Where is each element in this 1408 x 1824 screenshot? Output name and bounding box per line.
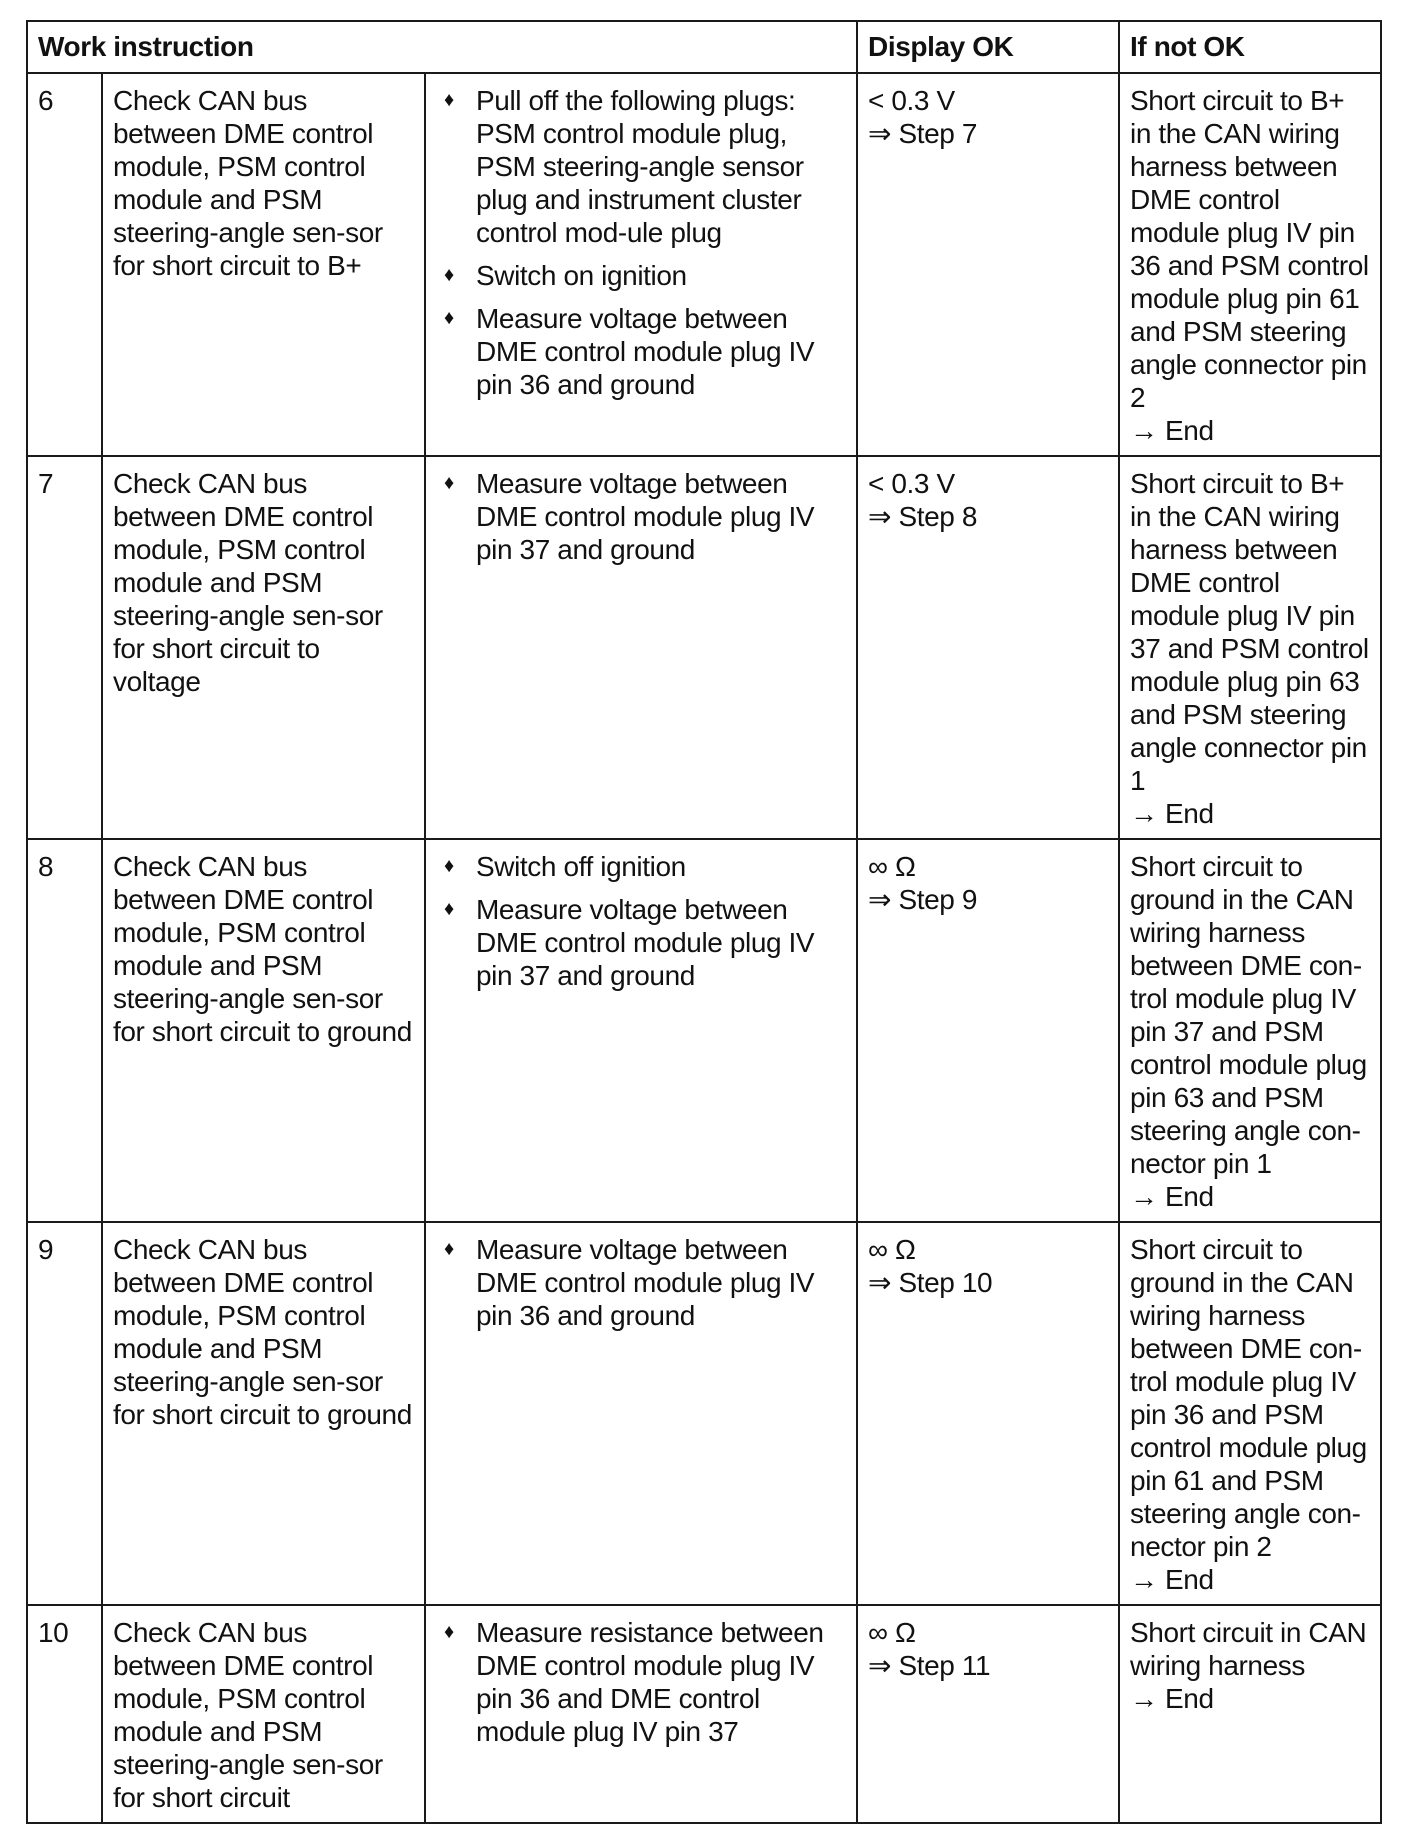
action-text: Switch on ignition [476,260,687,291]
diamond-bullet-icon: ♦ [444,307,454,329]
end-marker: → End [1130,1564,1214,1595]
table-row [27,839,1381,1222]
check-description: Check CAN bus between DME control module, PSM control module and PSM steering-angle sen-sor for short circuit to ground [102,839,425,1222]
if-not-ok-cell [1119,73,1381,456]
next-step: ⇒ Step 10 [868,1267,993,1298]
if-not-ok-cell [1119,1222,1381,1605]
table-row [27,1605,1381,1823]
fault-description: Short circuit to B+ in the CAN wiring harness between DME control module plug IV pin 37 and PSM control module plug pin 63 and PSM steering angle connector pin 1 [1130,468,1369,796]
display-ok-cell [857,1605,1119,1823]
table-row [27,73,1381,456]
action-list [436,1616,846,1748]
fault-description: Short circuit in CAN wiring harness [1130,1617,1367,1681]
action-item [436,893,846,992]
table-body [27,73,1381,1823]
action-text: Measure resistance between DME control module plug IV pin 36 and DME control module plug IV pin 37 [476,1617,824,1747]
step-number: 9 [27,1222,102,1605]
if-not-ok-cell [1119,456,1381,839]
action-text: Switch off ignition [476,851,686,882]
action-steps [425,839,857,1222]
action-steps [425,456,857,839]
table-header-row [27,21,1381,73]
diamond-bullet-icon: ♦ [444,264,454,286]
step-number: 10 [27,1605,102,1823]
diamond-bullet-icon: ♦ [444,472,454,494]
step-number: 8 [27,839,102,1222]
next-step: ⇒ Step 9 [868,884,978,915]
diamond-bullet-icon: ♦ [444,1621,454,1643]
action-text: Measure voltage between DME control module plug IV pin 37 and ground [476,468,815,565]
action-item [436,1616,846,1748]
header-work-instruction: Work instruction [27,21,857,73]
diamond-bullet-icon: ♦ [444,89,454,111]
check-description: Check CAN bus between DME control module, PSM control module and PSM steering-angle sen-sor for short circuit to B+ [102,73,425,456]
display-ok-cell [857,73,1119,456]
expected-value: < 0.3 V [868,85,955,116]
end-marker: → End [1130,415,1214,446]
action-list [436,1233,846,1332]
action-text: Measure voltage between DME control module plug IV pin 36 and ground [476,1234,815,1331]
diamond-bullet-icon: ♦ [444,1238,454,1260]
step-number: 7 [27,456,102,839]
display-ok-cell [857,839,1119,1222]
fault-description: Short circuit to ground in the CAN wiring harness between DME con-trol module plug IV pin 36 and PSM control module plug pin 61 and PSM steering angle con-nector pin 2 [1130,1234,1367,1562]
step-number: 6 [27,73,102,456]
fault-description: Short circuit to B+ in the CAN wiring harness between DME control module plug IV pin 36 and PSM control module plug pin 61 and PSM steering angle connector pin 2 [1130,85,1369,413]
next-step: ⇒ Step 7 [868,118,978,149]
table-row [27,456,1381,839]
expected-value: ∞ Ω [868,851,916,882]
check-description: Check CAN bus between DME control module, PSM control module and PSM steering-angle sen-sor for short circuit [102,1605,425,1823]
expected-value: ∞ Ω [868,1617,916,1648]
diamond-bullet-icon: ♦ [444,898,454,920]
header-display-ok: Display OK [857,21,1119,73]
check-description: Check CAN bus between DME control module, PSM control module and PSM steering-angle sen-sor for short circuit to ground [102,1222,425,1605]
next-step: ⇒ Step 8 [868,501,978,532]
diamond-bullet-icon: ♦ [444,855,454,877]
action-text: Measure voltage between DME control module plug IV pin 37 and ground [476,894,815,991]
action-steps [425,1605,857,1823]
action-item [436,1233,846,1332]
action-item [436,467,846,566]
if-not-ok-cell [1119,839,1381,1222]
end-marker: → End [1130,1181,1214,1212]
header-if-not-ok: If not OK [1119,21,1381,73]
action-steps [425,1222,857,1605]
display-ok-cell [857,456,1119,839]
table-row [27,1222,1381,1605]
action-item [436,850,846,883]
action-list [436,850,846,992]
if-not-ok-cell [1119,1605,1381,1823]
action-text: Pull off the following plugs: PSM control module plug, PSM steering-angle sensor plug and instrument cluster control mod-ule plug [476,85,804,248]
action-item [436,259,846,292]
end-marker: → End [1130,1683,1214,1714]
action-list [436,467,846,566]
next-step: ⇒ Step 11 [868,1650,991,1681]
action-item [436,84,846,249]
expected-value: < 0.3 V [868,468,955,499]
end-marker: → End [1130,798,1214,829]
expected-value: ∞ Ω [868,1234,916,1265]
display-ok-cell [857,1222,1119,1605]
fault-description: Short circuit to ground in the CAN wiring harness between DME con-trol module plug IV pin 37 and PSM control module plug pin 63 and PSM steering angle con-nector pin 1 [1130,851,1367,1179]
action-list [436,84,846,401]
action-item [436,302,846,401]
check-description: Check CAN bus between DME control module, PSM control module and PSM steering-angle sen-sor for short circuit to voltage [102,456,425,839]
action-text: Measure voltage between DME control module plug IV pin 36 and ground [476,303,815,400]
work-instruction-table [26,20,1382,1824]
action-steps [425,73,857,456]
